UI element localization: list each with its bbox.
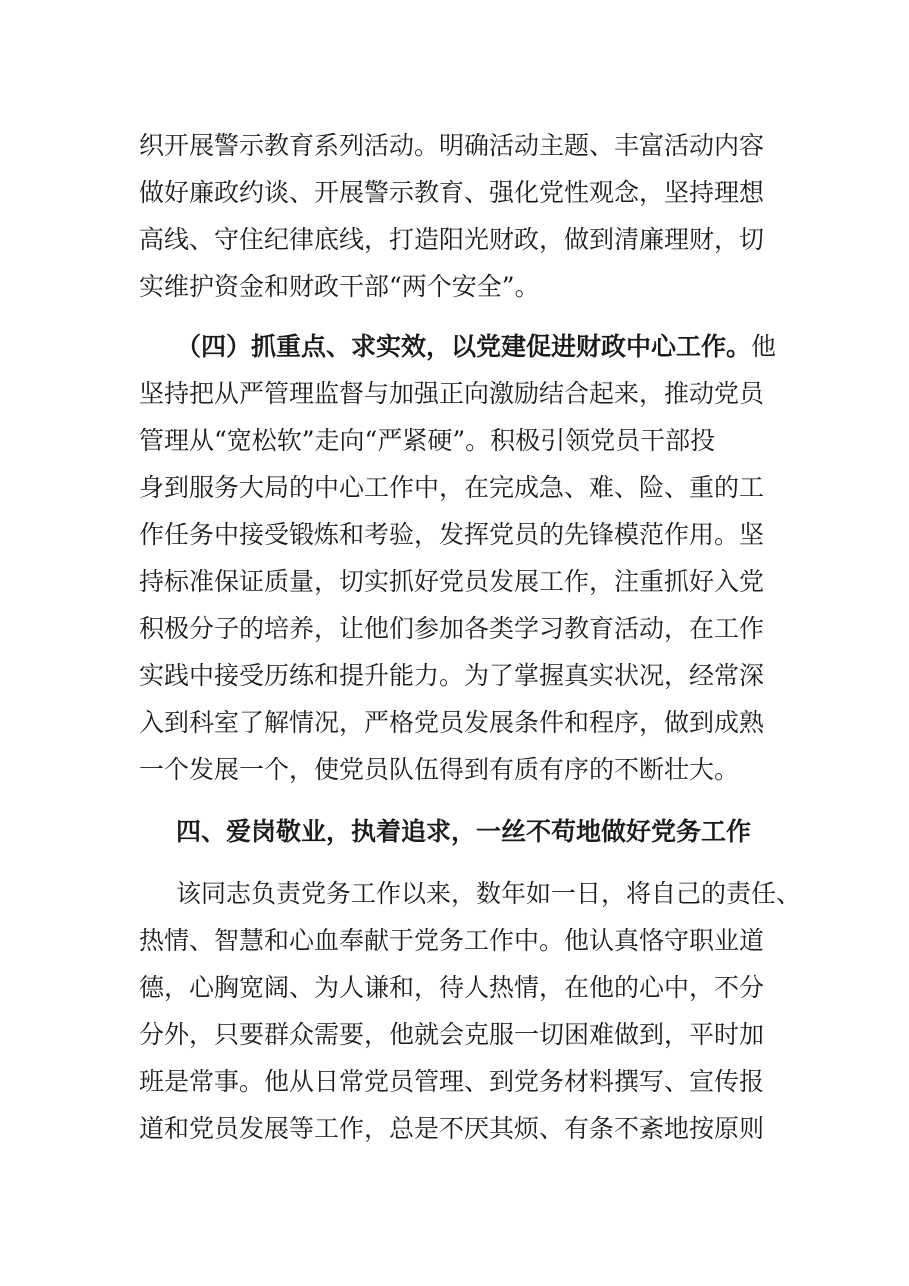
section-four-title: （四）抓重点、求实效，以党建促进财政中心工作。 [176,332,752,361]
heading-four: 四、爱岗敬业，执着追求，一丝不苟地做好党务工作 [176,817,752,846]
paragraph-line: 坚持把从严管理监督与加强正向激励结合起来，推动党员 [139,379,765,408]
section-four-tail: 他 [751,332,777,361]
paragraph-line: 入到科室了解情况，严格党员发展条件和程序，做到成熟 [139,708,765,737]
paragraph-line: 做好廉政约谈、开展警示教育、强化党性观念，坚持理想 [139,178,765,207]
paragraph-line: 实践中接受历练和提升能力。为了掌握真实状况，经常深 [139,661,765,690]
paragraph-line: 高线、守住纪律底线，打造阳光财政，做到清廉理财，切 [139,225,765,254]
paragraph-line: 道和党员发展等工作，总是不厌其烦、有条不紊地按原则 [139,1114,765,1143]
paragraph-line: 身到服务大局的中心工作中，在完成急、难、险、重的工 [139,473,765,502]
paragraph-line: 持标准保证质量，切实抓好党员发展工作，注重抓好入党 [139,567,765,596]
paragraph-line: 实维护资金和财政干部“两个安全”。 [139,272,540,301]
paragraph-line: 热情、智慧和心血奉献于党务工作中。他认真恪守职业道 [139,926,765,955]
paragraph-line: 作任务中接受锻炼和考验，发挥党员的先锋模范作用。坚 [139,520,765,549]
paragraph-line: 该同志负责党务工作以来，数年如一日，将自己的责任、 [176,879,802,908]
paragraph-line: 一个发展一个，使党员队伍得到有质有序的不断壮大。 [139,755,740,784]
section-heading-line [176,327,776,367]
paragraph-line: 管理从“宽松软”走向“严紧硬”。积极引领党员干部投 [139,426,716,455]
paragraph-line: 班是常事。他从日常党员管理、到党务材料撰写、宣传报 [139,1067,765,1096]
paragraph-line: 织开展警示教育系列活动。明确活动主题、丰富活动内容 [139,131,765,160]
paragraph-line: 积极分子的培养，让他们参加各类学习教育活动，在工作 [139,614,765,643]
paragraph-line: 德，心胸宽阔、为人谦和，待人热情，在他的心中，不分 [139,973,765,1002]
paragraph-line: 分外，只要群众需要，他就会克服一切困难做到，平时加 [139,1020,765,1049]
